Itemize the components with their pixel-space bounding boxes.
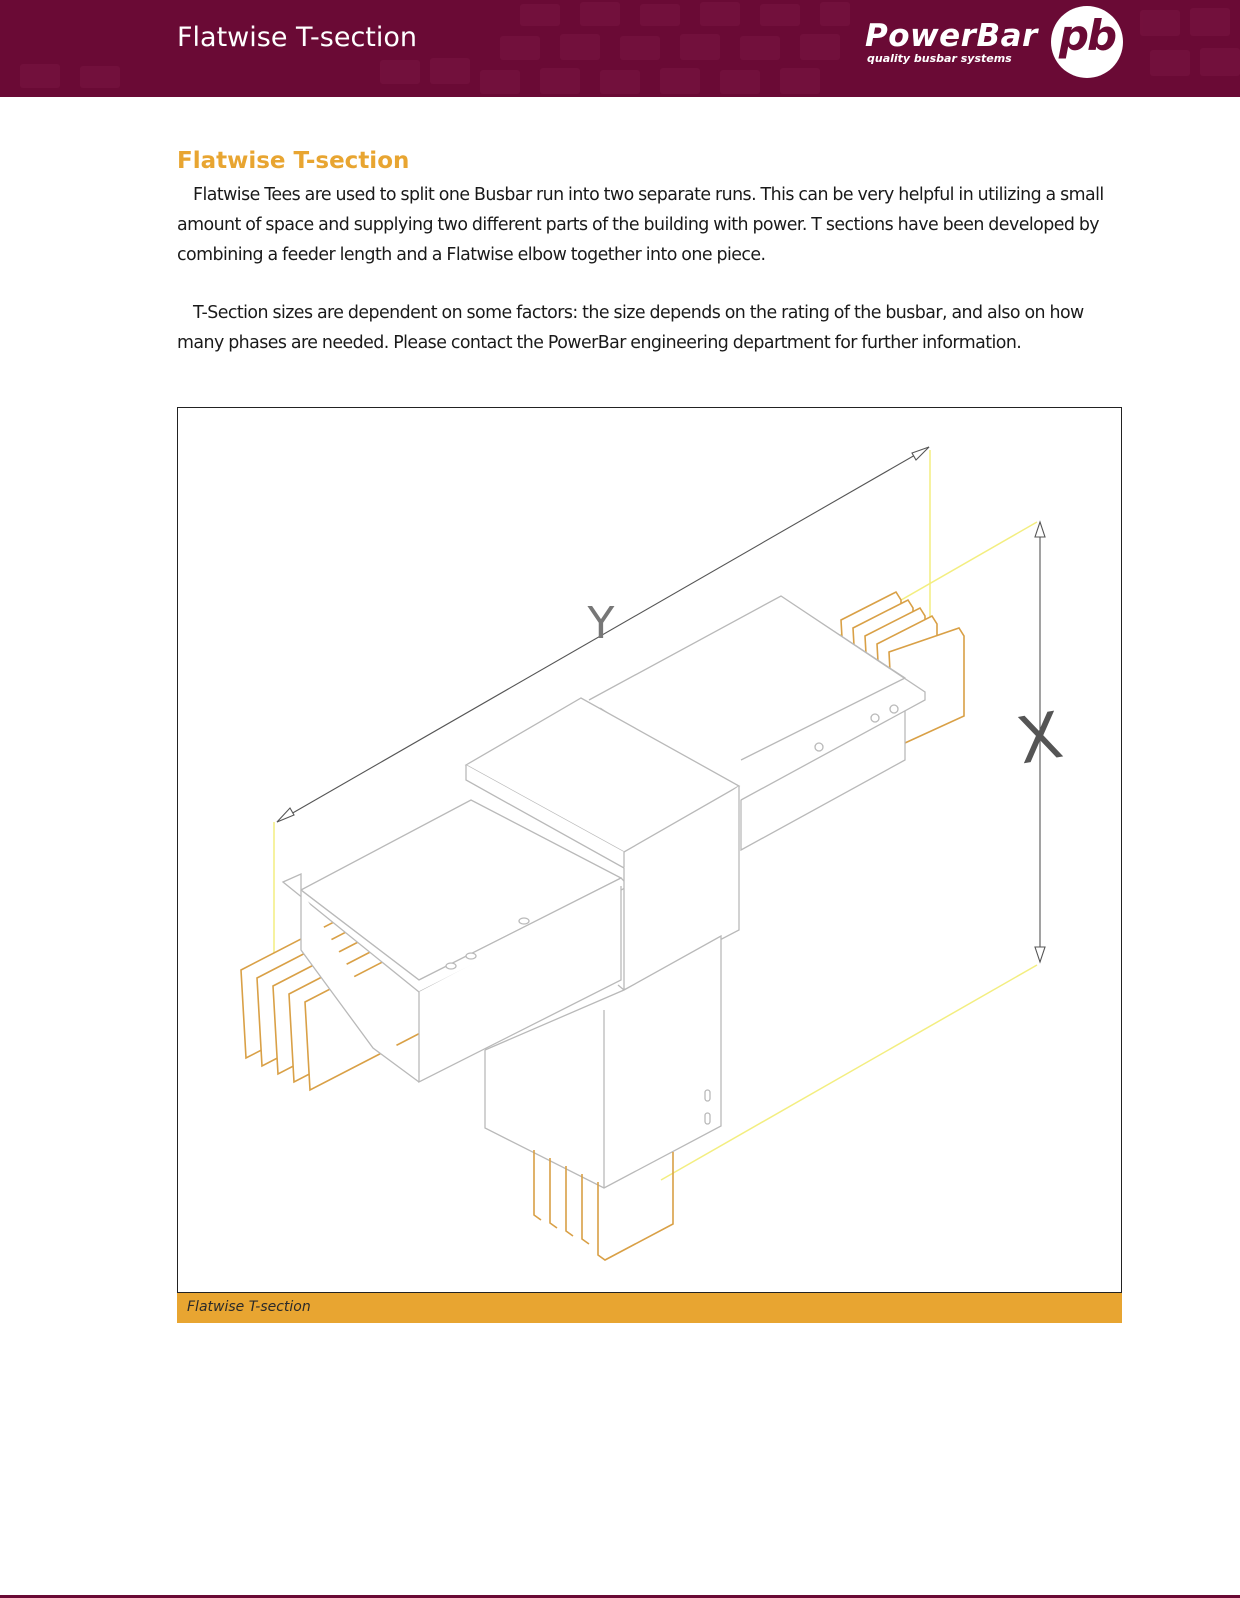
- t-section-drawing: [178, 408, 1121, 1292]
- body-paragraph: T-Section sizes are dependent on some factors: the size depends on the rating of the busbar, and also on how many phases are needed. Please contact the PowerBar engineering department for further information.: [177, 303, 1084, 353]
- page-header-title: Flatwise T-section: [177, 22, 418, 53]
- logo-monogram: pb: [1058, 11, 1116, 60]
- figure-frame: [177, 407, 1122, 1293]
- figure-caption: Flatwise T-section: [187, 1299, 311, 1315]
- y-dimension-label: Y: [587, 598, 615, 649]
- logo-wordmark: PowerBar: [865, 18, 1038, 54]
- logo-tagline: quality busbar systems: [867, 52, 1012, 65]
- body-paragraph: Flatwise Tees are used to split one Busbar run into two separate runs. This can be very helpful in utilizing a small amount of space and supplying two different parts of the building with power. T sections have been developed by combining a feeder length and a Flatwise elbow together into one piece.: [177, 185, 1104, 265]
- x-dimension-label: X: [1011, 698, 1068, 780]
- section-heading: Flatwise T-section: [177, 148, 410, 174]
- page-header: [0, 0, 1240, 97]
- figure-caption-bar: [177, 1293, 1122, 1323]
- logo-badge: [1051, 6, 1123, 78]
- powerbar-logo: [865, 6, 1125, 80]
